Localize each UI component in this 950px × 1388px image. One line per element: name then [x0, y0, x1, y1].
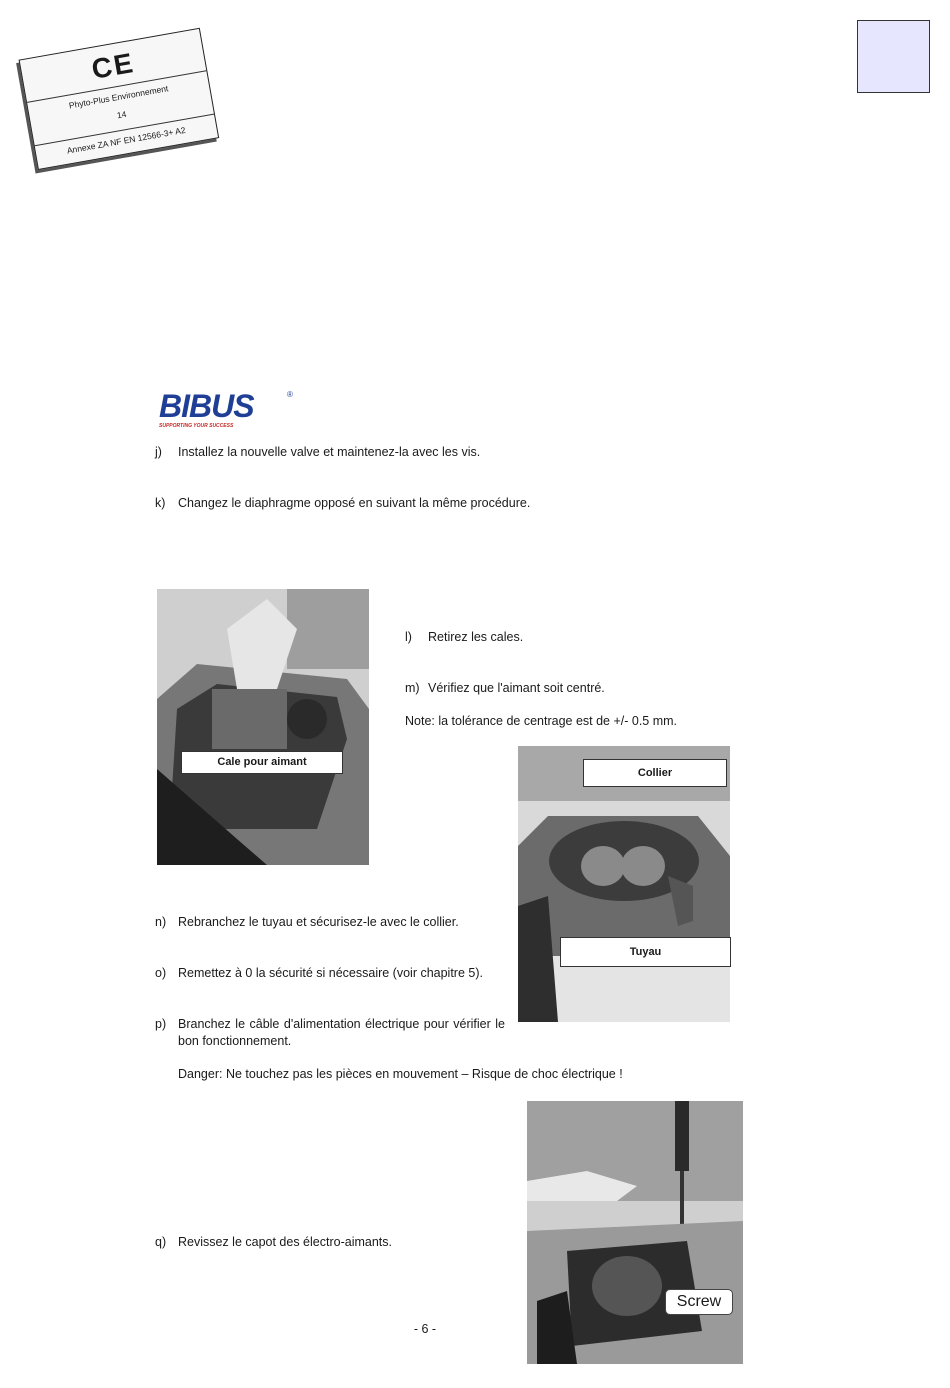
step-m — [405, 680, 745, 697]
step-text: Remettez à 0 la sécurité si nécessaire (voir chapitre 5). — [178, 966, 483, 980]
danger-warning: Danger: Ne touchez pas les pièces en mouvement – Risque de choc électrique ! — [178, 1067, 623, 1081]
step-n — [155, 914, 505, 931]
step-label: m) — [405, 681, 420, 695]
step-text: Branchez le câble d'alimentation électrique pour vérifier le bon fonctionnement. — [178, 1017, 505, 1048]
ce-label — [19, 28, 220, 170]
step-text: Vérifiez que l'aimant soit centré. — [428, 681, 605, 695]
step-j — [155, 444, 715, 461]
page-number: - 6 - — [413, 1322, 437, 1336]
step-label: n) — [155, 915, 167, 929]
step-text: Retirez les cales. — [428, 630, 524, 644]
step-label: l) — [405, 630, 412, 644]
logo-registered: ® — [287, 390, 293, 399]
photo-screw — [527, 1101, 743, 1364]
step-label: o) — [155, 966, 167, 980]
ce-company: Phyto-Plus Environnement — [68, 83, 169, 111]
step-text: Changez le diaphragme opposé en suivant la même procédure. — [178, 496, 531, 510]
bibus-logo — [159, 390, 299, 430]
logo-tagline: SUPPORTING YOUR SUCCESS — [159, 423, 234, 429]
photo-collier-image — [518, 746, 730, 1022]
photo-shim-image — [157, 589, 369, 865]
callout-tuyau: Tuyau — [560, 937, 731, 967]
step-text: Rebranchez le tuyau et sécurisez-le avec le collier. — [178, 915, 459, 929]
step-label: p) — [155, 1017, 167, 1031]
note-tolerance: Note: la tolérance de centrage est de +/- 0.5 mm. — [405, 714, 678, 728]
callout-screw: Screw — [665, 1289, 733, 1315]
corner-box — [857, 20, 930, 93]
step-p — [155, 1016, 505, 1050]
photo-shim — [157, 589, 369, 865]
step-text: Revissez le capot des électro-aimants. — [178, 1235, 392, 1249]
ce-mark: CE — [89, 46, 137, 85]
step-o — [155, 965, 505, 982]
photo-collier — [518, 746, 730, 1022]
step-label: q) — [155, 1235, 167, 1249]
callout-cale: Cale pour aimant — [181, 751, 343, 774]
ce-number: 14 — [116, 108, 128, 121]
ce-standard: Annexe ZA NF EN 12566-3+ A2 — [66, 124, 187, 156]
step-q — [155, 1234, 505, 1251]
step-text: Installez la nouvelle valve et maintenez-la avec les vis. — [178, 445, 481, 459]
photo-screw-image — [527, 1101, 743, 1364]
logo-name: BIBUS — [159, 388, 254, 424]
step-label: k) — [155, 496, 166, 510]
step-k — [155, 495, 715, 512]
step-l — [405, 629, 745, 646]
step-label: j) — [155, 445, 162, 459]
callout-collier: Collier — [583, 759, 727, 787]
